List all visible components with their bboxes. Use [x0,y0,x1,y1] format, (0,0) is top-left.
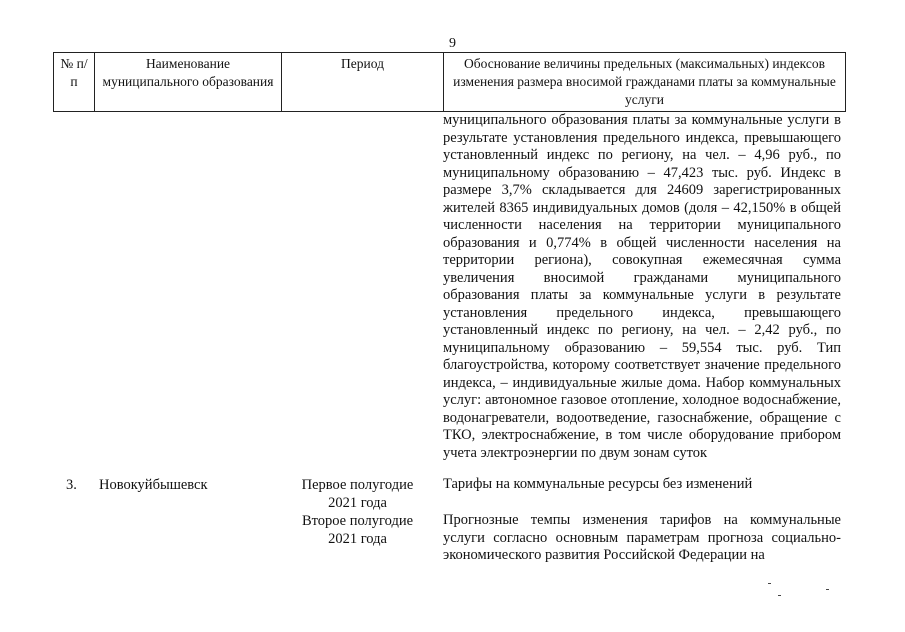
row-justification-first-half: Тарифы на коммунальные ресурсы без изменений [443,476,753,492]
continued-justification-text: муниципального образования платы за коммунальные услуги в результате установления предельного индекса, превышающего установленный индекс по региону, на чел. – 4,96 руб., по муниципальному образованию – 47,423 тыс. руб. Индекс в размере 3,7% складывается для 24609 зарегистрированных жителей 8365 индивидуальных домов (доля – 42,150% в общей численности населения на территории муниципального образования и 0,774% в общей численности населения на территории региона), совокупная ежемесячная сумма увеличения вносимой гражданами муниципального образования платы за коммунальные услуги в результате установления предельного индекса, превышающего установленный индекс по региону, на чел. – 2,42 руб., по муниципальному образованию – 59,554 тыс. руб. Тип благоустройства, которому соответствует значение предельного индекса, – индивидуальные жилые дома. Набор коммунальных услуг: автономное газовое отопление, холодное водоснабжение, водонагреватели, водоотведение, газоснабжение, обращение с ТКО, электроснабжение, в том числе оборудование прибором учета электроэнергии по двум зонам суток [443,112,841,461]
header-col-municipality: Наименование муниципального образования [95,53,282,112]
header-col-period: Период [282,53,444,112]
row-period-second-half: Второе полугодие 2021 года [301,513,414,547]
scan-speck [778,595,781,596]
row-municipality: Новокуйбышевск [99,477,208,493]
row-period-first-half: Первое полугодие 2021 года [301,477,414,511]
row-justification-second-half: Прогнозные темпы изменения тарифов на коммунальные услуги согласно основным параметрам прогноза социально-экономического развития Российской Федерации на [443,512,841,563]
header-col-justification: Обоснование величины предельных (максимальных) индексов изменения размера вносимой гражданами платы за коммунальные услуги [444,53,846,112]
row-number: 3. [66,477,77,493]
page-number: 9 [449,36,456,51]
scan-speck [768,583,771,584]
table-header [53,52,846,112]
continued-justification [443,112,841,462]
header-col-number: № п/п [54,53,95,112]
scan-speck [826,589,829,590]
